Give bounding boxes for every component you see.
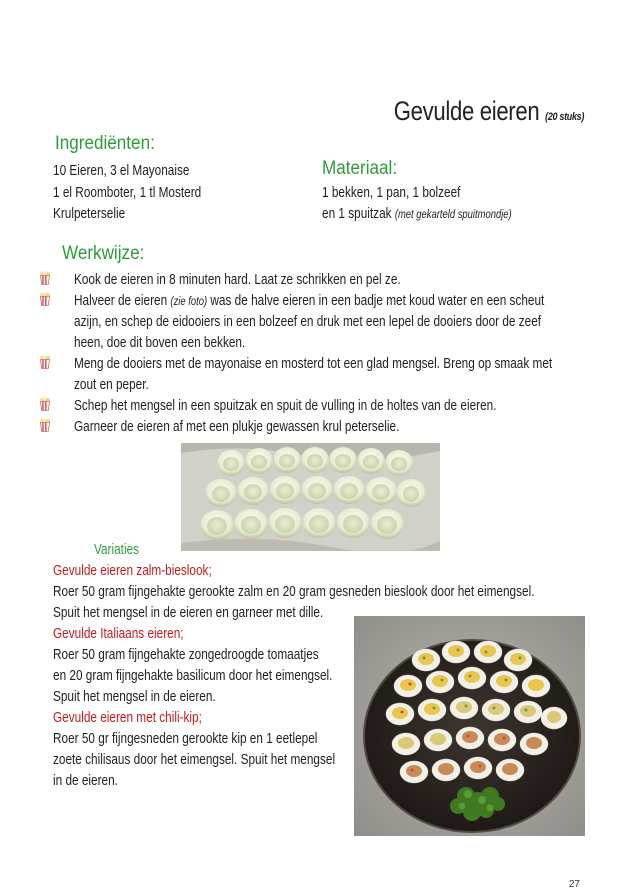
popcorn-bullet-icon xyxy=(39,292,51,306)
step-note: (zie foto) xyxy=(170,296,208,308)
variation-text: Roer 50 gram fijngehakte zongedroogde tomaatjes xyxy=(53,647,319,663)
material-line: 1 bekken, 1 pan, 1 bolzeef xyxy=(322,185,461,201)
recipe-title xyxy=(394,96,584,127)
filled-eggs-photo xyxy=(354,616,585,836)
halved-eggs-photo xyxy=(181,443,440,551)
materials-heading: Materiaal: xyxy=(322,158,398,179)
popcorn-bullet-icon xyxy=(39,271,51,285)
material-note: (met gekarteld spuitmondje) xyxy=(394,209,512,221)
variations-heading: Variaties xyxy=(94,542,140,558)
ingredient-line: 10 Eieren, 3 el Mayonaise xyxy=(53,163,190,179)
variation-title: Gevulde Italiaans eieren; xyxy=(53,626,184,642)
variation-text: Spuit het mengsel in de eieren en garneer met dille. xyxy=(53,605,324,621)
method-step-2 xyxy=(74,291,544,312)
variation-title: Gevulde eieren zalm-bieslook; xyxy=(53,563,212,579)
page-number: 27 xyxy=(568,879,580,890)
ingredient-line: 1 el Roomboter, 1 tl Mosterd xyxy=(53,185,202,201)
method-step-5: Garneer de eieren af met een plukje gewassen krul peterselie. xyxy=(74,419,400,435)
popcorn-bullet-icon xyxy=(39,418,51,432)
method-step-4: Schep het mengsel in een spuitzak en spuit de vulling in de holtes van de eieren. xyxy=(74,398,497,414)
step-text: Halveer de eieren xyxy=(74,293,171,309)
title-text: Gevulde eieren xyxy=(393,96,540,126)
variation-text: zoete chilisaus door het eimengsel. Spuit het mengsel xyxy=(53,752,336,768)
method-step-1: Kook de eieren in 8 minuten hard. Laat ze schrikken en pel ze. xyxy=(74,272,401,288)
variation-text: in de eieren. xyxy=(53,773,118,789)
popcorn-bullet-icon xyxy=(39,397,51,411)
variation-text: Spuit het mengsel in de eieren. xyxy=(53,689,216,705)
variation-text: en 20 gram fijngehakte basilicum door het eimengsel. xyxy=(53,668,333,684)
step-text: was de halve eieren in een badje met koud water en een scheut xyxy=(207,293,545,309)
variation-text: Roer 50 gram fijngehakte gerookte zalm en 20 gram gesneden bieslook door het eimengsel. xyxy=(53,584,535,600)
popcorn-bullet-icon xyxy=(39,355,51,369)
ingredient-line: Krulpeterselie xyxy=(53,206,126,222)
variation-text: Roer 50 gr fijngesneden gerookte kip en 1 eetlepel xyxy=(53,731,318,747)
method-step-3-cont: zout en peper. xyxy=(74,377,149,393)
method-step-3: Meng de dooiers met de mayonaise en mosterd tot een glad mengsel. Breng op smaak met xyxy=(74,356,553,372)
material-line-text: en 1 spuitzak xyxy=(322,206,395,222)
method-step-2-cont: azijn, en schep de eidooiers in een bolzeef en druk met een lepel de dooiers door de zeef xyxy=(74,314,542,330)
title-note: (20 stuks) xyxy=(545,111,584,123)
material-line xyxy=(322,204,512,225)
method-step-2-cont: heen, doe dit boven een bekken. xyxy=(74,335,246,351)
method-heading: Werkwijze: xyxy=(62,243,145,264)
ingredients-heading: Ingrediënten: xyxy=(55,133,155,154)
variation-title: Gevulde eieren met chili-kip; xyxy=(53,710,202,726)
